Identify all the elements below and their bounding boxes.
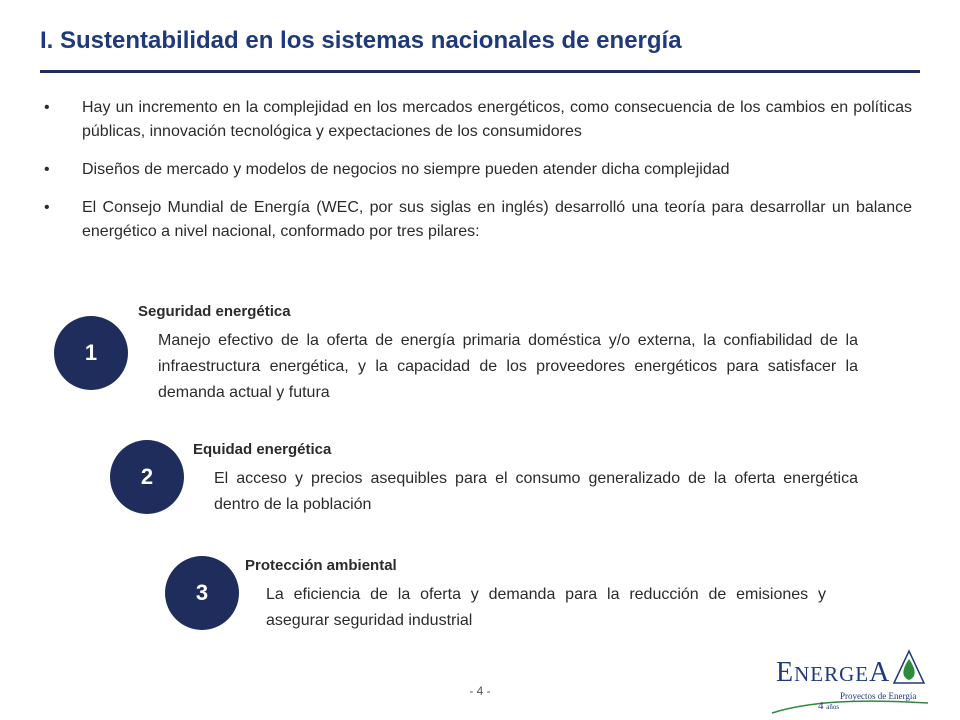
logo-wordmark [776,657,890,689]
bullet-list [42,96,912,258]
logo-tagline: Proyectos de Energía [840,691,917,701]
pillar-description: Manejo efectivo de la oferta de energía primaria doméstica y/o externa, la confiabilidad de la infraestructura energética, y la capacidad de los proveedores energéticos para satisfacer la demanda actual y futura [158,332,858,401]
logo-letter: A [869,657,891,688]
pillar-description: El acceso y precios asequibles para el consumo generalizado de la oferta energética dentro de la población [214,470,858,513]
pillar-number-badge: 3 [165,556,239,630]
logo-years-number: 4 [818,700,824,712]
logo-letters: NERGE [794,662,870,686]
pillar-title: Seguridad energética [138,303,291,320]
pillar-number-badge: 2 [110,440,184,514]
pillar-number-badge: 1 [54,316,128,390]
bullet-text: Diseños de mercado y modelos de negocios no siempre pueden atender dicha complejidad [82,161,730,178]
title-divider [40,70,920,73]
bullet-item [42,158,912,182]
bullet-marker: • [44,199,50,216]
swoosh-icon [770,695,930,715]
bullet-marker: • [44,161,50,178]
logo-letter: E [776,657,795,688]
logo-years [818,700,839,712]
bullet-item [42,196,912,244]
bullet-text: El Consejo Mundial de Energía (WEC, por sus siglas en inglés) desarrolló una teoría para desarrollar un balance energético a nivel nacional, conformado por tres pilares: [82,199,912,240]
logo-years-word: años [826,703,840,711]
pillar-description: La eficiencia de la oferta y demanda para la reducción de emisiones y asegurar seguridad industrial [266,586,826,629]
pillar-title: Protección ambiental [245,557,397,574]
bullet-marker: • [44,99,50,116]
slide-title: I. Sustentabilidad en los sistemas nacionales de energía [40,27,682,54]
bullet-item [42,96,912,144]
page-number: - 4 - [469,684,491,698]
pillar-title: Equidad energética [193,441,332,458]
leaf-drop-icon [890,647,928,687]
bullet-text: Hay un incremento en la complejidad en los mercados energéticos, como consecuencia de los cambios en políticas públicas, innovación tecnológica y expectaciones de los consumidores [82,99,912,140]
energea-logo [770,645,930,715]
